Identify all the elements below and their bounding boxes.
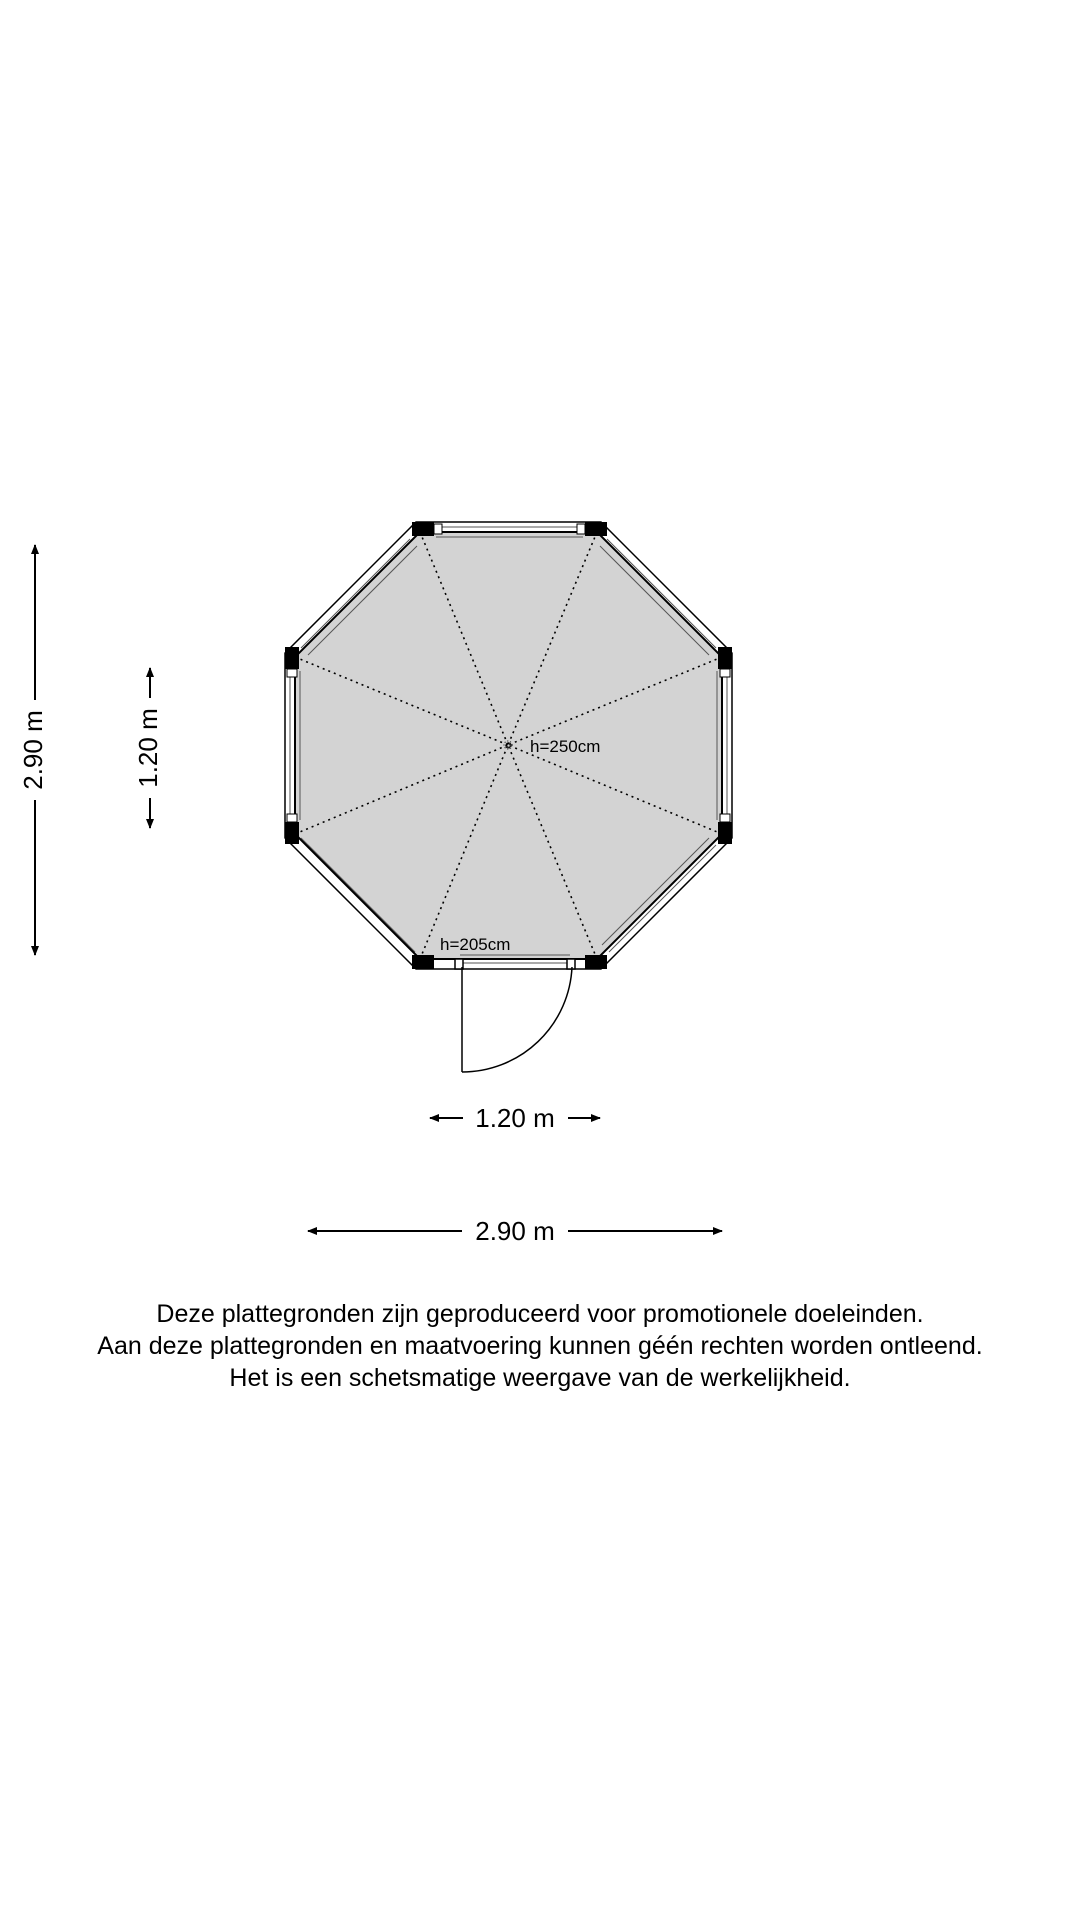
door: [455, 959, 575, 1072]
disclaimer: [0, 1298, 1080, 1394]
disclaimer-line-3: Het is een schetsmatige weergave van de werkelijkheid.: [229, 1364, 851, 1392]
disclaimer-line-2: Aan deze plattegronden en maatvoering kunnen géén rechten worden ontleend.: [97, 1332, 983, 1360]
dimension-bottom-outer-label: 2.90 m: [475, 1216, 555, 1246]
dimension-left-inner: [133, 668, 163, 828]
dimension-left-inner-label: 1.20 m: [132, 708, 163, 788]
room-floor: [295, 532, 722, 959]
dimension-left-outer: [18, 545, 48, 955]
ceiling-height-center: h=250cm: [530, 737, 601, 756]
dimension-left-outer-label: 2.90 m: [17, 710, 48, 790]
dimension-bottom-outer: [308, 1216, 722, 1246]
disclaimer-line-1: Deze plattegronden zijn geproduceerd voor promotionele doeleinden.: [156, 1300, 924, 1328]
dimension-bottom-inner: [430, 1103, 600, 1133]
ceiling-height-edge: h=205cm: [440, 935, 511, 954]
dimension-bottom-inner-label: 1.20 m: [475, 1103, 555, 1133]
